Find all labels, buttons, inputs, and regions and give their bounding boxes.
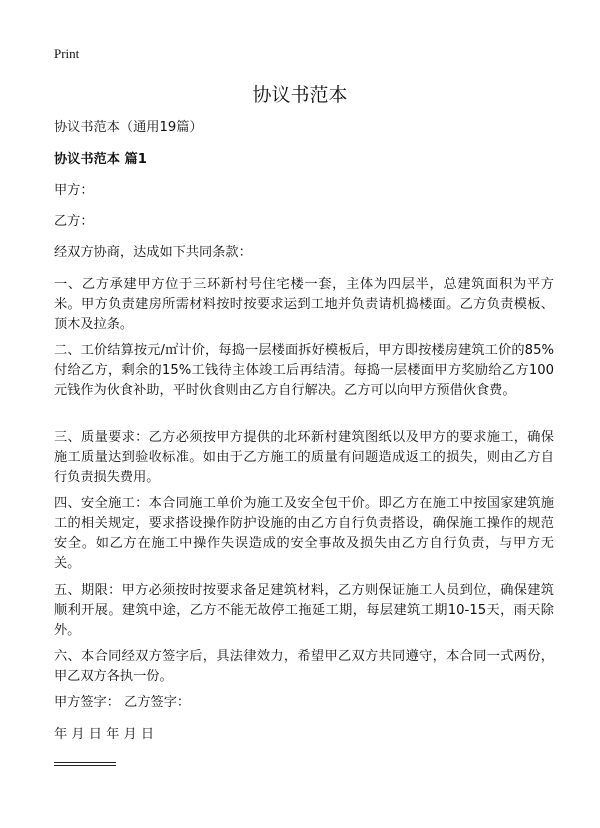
clause-paragraph: 三、质量要求：乙方必须按甲方提供的北环新村建筑图纸以及甲方的要求施工，确保施工质量达到验收标准。如由于乙方施工的质量有问题造成返工的损失，则由乙方自行负责损失费用。: [54, 430, 554, 485]
clause-paragraph: 二、工价结算按元/㎡计价，每捣一层楼面拆好模板后，甲方即按楼房建筑工价的85%付给乙方，剩余的15%工钱待主体竣工后再结清。每捣一层楼面甲方奖励给乙方100元钱作为伙食补助，平时伙食则由乙方自行解决。乙方可以向甲方预借伙食费。: [54, 343, 554, 398]
party-b-label: 乙方：: [54, 214, 94, 229]
clause-paragraph: 四、安全施工：本合同施工单价为施工及安全包干价。即乙方在施工中按国家建筑施工的相关规定，要求搭设操作防护设施的由乙方自行负责搭设，确保施工操作的规范安全。如乙方在施工中操作失误造成的安全事故及损失由乙方自行负责，与甲方无关。: [54, 496, 554, 571]
intro-paragraph: 经双方协商，达成如下共同条款：: [54, 245, 252, 260]
print-link[interactable]: Print: [54, 46, 80, 61]
clause-paragraph: 一、乙方承建甲方位于三环新村号住宅楼一套，主体为四层半，总建筑面积为平方米。甲方负责建房所需材料按时按要求运到工地并负责请机捣楼面。乙方负责模板、顶木及拉条。: [54, 277, 554, 332]
signature-line: 甲方签字： 乙方签字：: [54, 695, 191, 710]
divider-line: [54, 765, 116, 766]
party-a-label: 甲方：: [54, 183, 94, 198]
page-title: 协议书范本: [252, 84, 348, 106]
divider-line: [54, 762, 116, 763]
clause-paragraph: 五、期限：甲方必须按时按要求备足建筑材料，乙方则保证施工人员到位，确保建筑顺利开展。建筑中途，乙方不能无故停工拖延工期，每层建筑工期10-15天，雨天除外。: [54, 583, 554, 638]
clause-paragraph: 六、本合同经双方签字后，具法律效力，希望甲乙双方共同遵守，本合同一式两份，甲乙双方各执一份。: [54, 649, 554, 684]
document-subtitle: 协议书范本（通用19篇）: [54, 120, 203, 135]
date-line: 年 月 日 年 月 日: [54, 727, 155, 742]
section-heading: 协议书范本 篇1: [54, 152, 147, 167]
